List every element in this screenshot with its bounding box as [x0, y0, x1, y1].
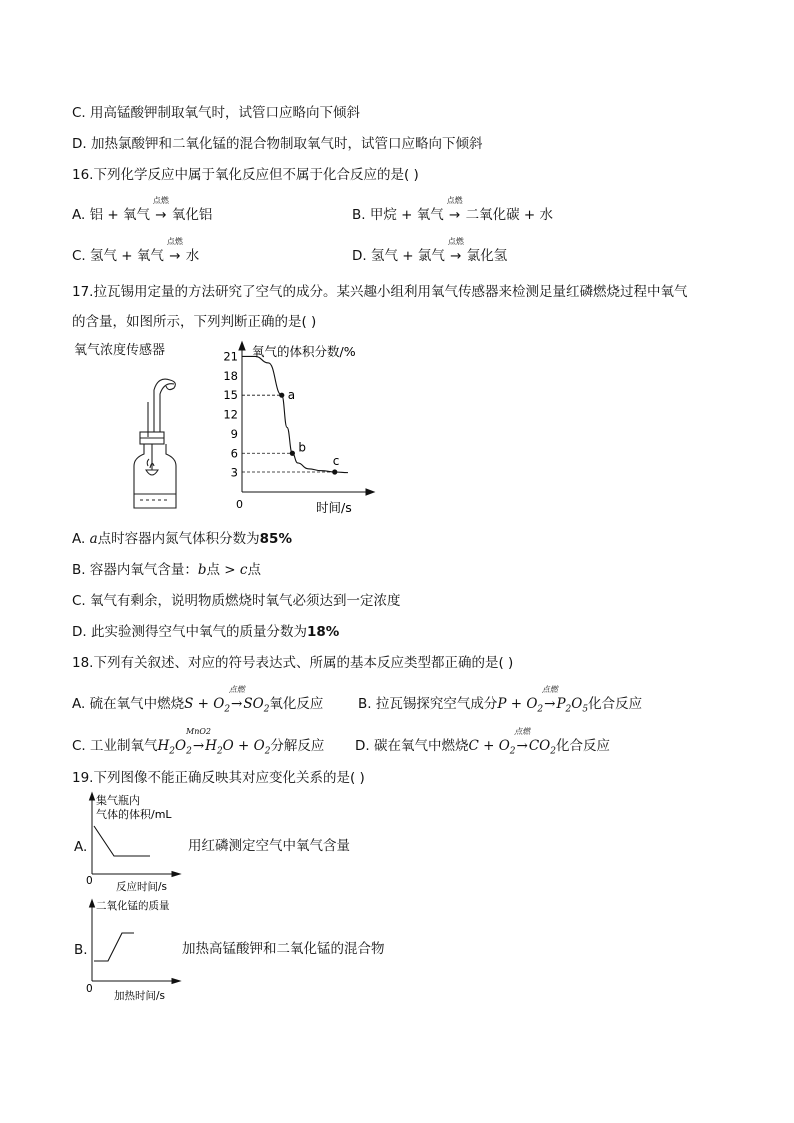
q17-option-d [72, 623, 339, 641]
reaction-condition: 点燃 [541, 685, 558, 694]
q18-option-c [72, 727, 325, 761]
chart-origin: 0 [236, 498, 243, 511]
y-tick-label: 9 [230, 426, 238, 441]
q16-option-b [352, 196, 554, 224]
reaction-condition: 点燃 [447, 237, 464, 246]
y-tick-label: 3 [230, 465, 238, 480]
graph-b-origin: 0 [86, 983, 93, 995]
q17-a-value: 85% [259, 531, 292, 547]
q19-a-letter: A. [74, 839, 88, 855]
q17-stem-line1: 17.拉瓦锡用定量的方法研究了空气的成分。某兴趣小组利用氧气传感器来检测足量红磷燃烧过程中氧气 [72, 284, 688, 300]
q17-stem-line2: 的含量，如图所示，下列判断正确的是( ) [72, 314, 317, 330]
q18-d-type: 化合反应 [555, 738, 610, 754]
y-tick-label: 18 [223, 368, 238, 383]
graph-a-origin: 0 [86, 875, 93, 887]
point-a [279, 393, 284, 398]
graph-b-xlabel: 加热时间/s [114, 990, 166, 1001]
q17-d-text: D. 此实验测得空气中氧气的质量分数为 [72, 624, 307, 640]
q17-b-prefix: B. 容器内氧气含量： [72, 562, 198, 578]
q18-stem: 18.下列有关叙述、对应的符号表达式、所属的基本反应类型都正确的是( ) [72, 655, 514, 671]
q16-a-reactants: A. 铝 + 氧气 [72, 207, 155, 223]
x-axis-arrowhead [172, 979, 180, 984]
point-label-a: a [287, 388, 296, 403]
point-b [290, 451, 295, 456]
y-axis-arrowhead [90, 900, 95, 907]
volume-curve [94, 826, 150, 856]
q17-a-prefix: A. [72, 531, 90, 547]
q18-b-text: B. 拉瓦锡探究空气成分 [358, 696, 498, 712]
q16-option-a [72, 196, 213, 224]
y-axis-arrowhead [239, 342, 245, 350]
q16-a-product: 氧化铝 [167, 207, 213, 223]
reaction-arrow: 点燃 → [446, 196, 463, 223]
graph-a-ylabel-line2: 气体的体积/mL [96, 808, 172, 821]
q16-d-reactants: D. 氢气 + 氯气 [352, 248, 450, 264]
q17-option-c: C. 氧气有剩余，说明物质燃烧时氧气必须达到一定浓度 [72, 593, 401, 609]
reaction-condition: 点燃 [166, 237, 183, 246]
q16-b-reactants: B. 甲烷 + 氧气 [352, 207, 449, 223]
q18-a-type: 氧化反应 [269, 696, 324, 712]
x-axis-arrowhead [172, 872, 180, 877]
q19-a-description: 用红磷测定空气中氧气含量 [188, 838, 350, 854]
q16-stem: 16.下列化学反应中属于氧化反应但不属于化合反应的是( ) [72, 167, 419, 183]
q18-d-text: D. 碳在氧气中燃烧 [355, 738, 469, 754]
q15-option-d: D. 加热氯酸钾和二氧化锰的混合物制取氧气时，试管口应略向下倾斜 [72, 136, 483, 152]
reaction-arrow: 点燃 → [447, 237, 464, 264]
reaction-condition: 点燃 [152, 196, 169, 205]
point-c [332, 469, 337, 474]
oxygen-chart [218, 340, 388, 520]
q17-d-value: 18% [306, 624, 340, 640]
q18-c-type: 分解反应 [270, 738, 325, 754]
q17-b-point1: b [197, 562, 207, 578]
q18-b-formula: $P + O_2$ 点燃 $\to P_2O_5$ [497, 685, 589, 715]
q18-b-type: 化合反应 [588, 696, 643, 712]
q17-b-compare: 点 > [206, 562, 240, 578]
q19-graph-a [82, 790, 202, 894]
y-tick-label: 6 [230, 446, 238, 461]
q18-a-formula: $S + O_2$ 点燃 $\to SO_2$ [184, 685, 270, 715]
reaction-condition: MnO2 [186, 727, 211, 736]
apparatus-illustration [118, 362, 198, 512]
reaction-arrow: 点燃 → [152, 196, 169, 223]
y-tick-label: 15 [223, 388, 238, 403]
q16-d-product: 氯化氢 [462, 248, 508, 264]
q17-b-point2: c [239, 562, 248, 578]
y-axis-arrowhead [90, 793, 95, 800]
y-tick-label: 12 [223, 407, 238, 422]
graph-b-ylabel: 二氧化锰的质量 [96, 900, 170, 912]
chart-xlabel: 时间/s [316, 500, 352, 515]
mno2-mass-curve [94, 933, 134, 961]
q19-b-description: 加热高锰酸钾和二氧化锰的混合物 [182, 941, 385, 957]
chart-ylabel: 氧气的体积分数/% [252, 344, 356, 359]
q18-d-formula: $C + O_2$ 点燃 $\to CO_2$ [468, 727, 556, 757]
q16-c-reactants: C. 氢气 + 氧气 [72, 248, 169, 264]
reaction-arrow: 点燃 → [166, 237, 183, 264]
q19-b-letter: B. [74, 942, 88, 958]
q18-c-text: C. 工业制氧气 [72, 738, 158, 754]
q16-option-d [352, 237, 508, 265]
q17-a-text: 点时容器内氮气体积分数为 [97, 531, 260, 547]
q18-a-text: A. 硫在氧气中燃烧 [72, 696, 185, 712]
point-label-b: b [298, 440, 306, 455]
q17-option-a [72, 530, 292, 548]
reaction-condition: 点燃 [446, 196, 463, 205]
q16-option-c [72, 237, 200, 265]
q18-option-b [358, 685, 643, 719]
q18-option-d [355, 727, 610, 761]
q15-option-c: C. 用高锰酸钾制取氧气时，试管口应略向下倾斜 [72, 105, 361, 121]
reaction-condition: 点燃 [514, 727, 531, 736]
point-label-c: c [332, 453, 340, 468]
graph-a-xlabel: 反应时间/s [116, 881, 168, 893]
graph-a-ylabel-line1: 集气瓶内 [96, 794, 140, 807]
reaction-condition: 点燃 [228, 685, 245, 694]
q18-option-a [72, 685, 324, 719]
q16-b-product: 二氧化碳 + 水 [461, 207, 554, 223]
q17-a-point: a [89, 531, 98, 547]
q18-c-formula: $H_2O_2$ MnO2 $\to H_2O + O_2$ [157, 727, 271, 757]
q19-stem: 19.下列图像不能正确反映其对应变化关系的是( ) [72, 770, 365, 786]
q17-b-suffix: 点 [247, 562, 261, 578]
q16-c-product: 水 [181, 248, 200, 264]
sensor-label: 氧气浓度传感器 [74, 343, 166, 358]
y-tick-label: 21 [223, 349, 238, 364]
x-axis-arrowhead [366, 489, 374, 495]
q17-option-b [72, 561, 261, 579]
